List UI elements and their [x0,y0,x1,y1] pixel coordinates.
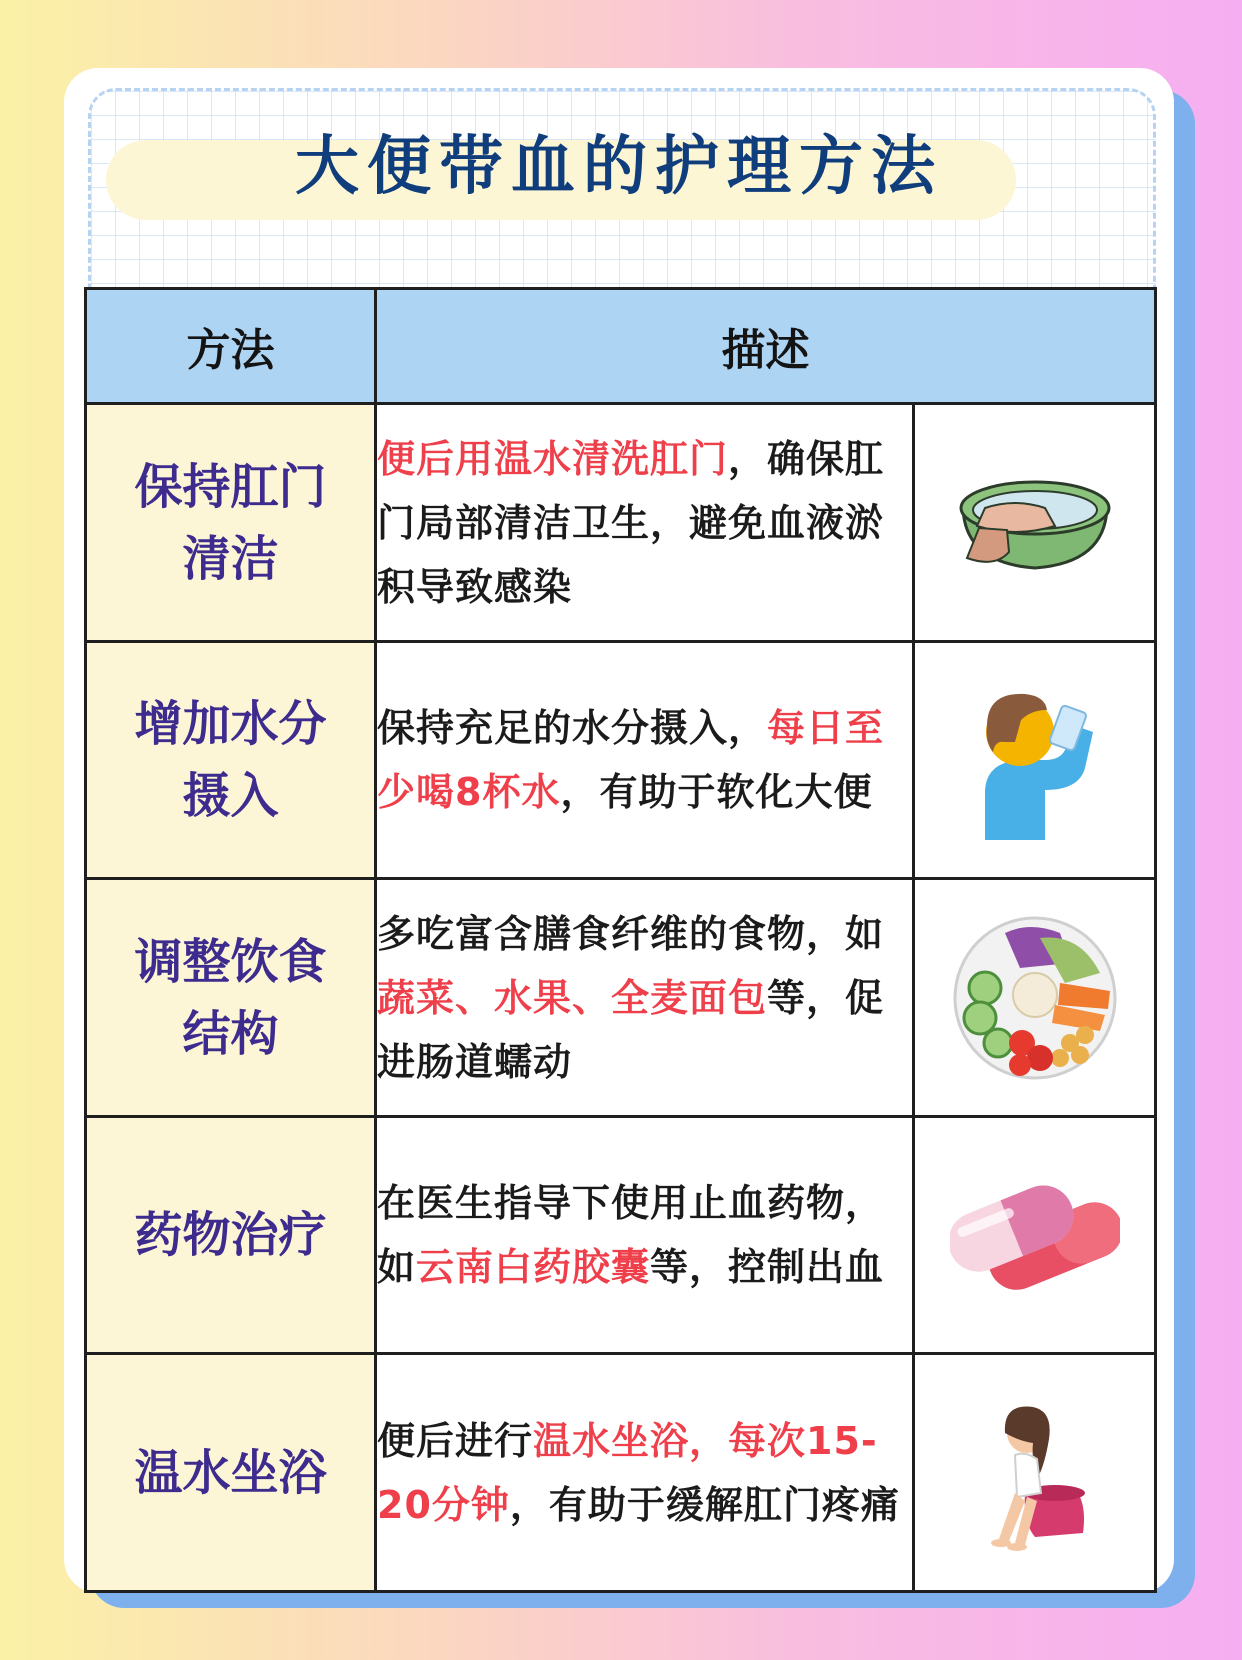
description-cell [376,641,914,879]
desc-highlight: 温水坐浴，每次15-20分钟 [377,1418,878,1527]
method-name: 温水坐浴 [134,1444,327,1501]
method-name: 保持肛门 [134,458,327,515]
header-method: 方法 [86,289,376,404]
desc-text: 保持充足的水分摄入， [377,706,768,751]
desc-highlight: 云南白药胶囊 [416,1245,651,1290]
illustration-cell [914,641,1156,879]
page-title: 大便带血的护理方法 [295,130,943,204]
method-name-cont: 摄入 [182,768,279,825]
desc-text: 便后进行 [377,1418,534,1463]
method-name: 调整饮食 [134,933,327,990]
illustration-cell [914,404,1156,642]
capsule-icon [950,1170,1120,1300]
description-cell [376,879,914,1117]
water-basin-icon [955,468,1115,578]
description-cell [376,404,914,642]
table-header-row [86,289,1156,404]
method-name-cont: 结构 [182,1005,279,1062]
illustration-cell [914,879,1156,1117]
desc-text: 多吃富含膳食纤维的食物，如 [377,911,885,956]
description-cell [376,1354,914,1592]
description-cell [376,1116,914,1354]
method-cell [86,1354,376,1592]
method-cell [86,404,376,642]
desc-text: 等，促进肠道蠕动 [377,975,885,1084]
illustration-cell [914,1116,1156,1354]
table-row [86,404,1156,642]
sitting-child-icon [975,1393,1095,1553]
table-row [86,879,1156,1117]
desc-text: ，有助于软化大便 [560,770,873,815]
method-cell [86,641,376,879]
care-methods-table [84,287,1157,1593]
method-name: 药物治疗 [134,1207,327,1264]
method-cell [86,1116,376,1354]
method-name: 增加水分 [134,696,327,753]
method-cell [86,879,376,1117]
desc-highlight: 每日至少喝8杯水 [377,706,885,815]
header-description: 描述 [376,289,1156,404]
salad-bowl-icon [950,913,1120,1083]
drinking-water-person-icon [965,680,1105,840]
table-row [86,1354,1156,1592]
table-row [86,641,1156,879]
desc-highlight: 蔬菜、水果、全麦面包 [377,975,768,1020]
method-name-cont: 清洁 [182,530,279,587]
desc-highlight: 便后用温水清洗肛门 [377,436,729,481]
desc-text: 在医生指导下使用止血药物，如 [377,1181,885,1290]
table-row [86,1116,1156,1354]
illustration-cell [914,1354,1156,1592]
desc-text: ，有助于缓解肛门疼痛 [509,1482,900,1527]
desc-text: 等，控制出血 [650,1245,885,1290]
desc-text: ，确保肛门局部清洁卫生，避免血液淤积导致感染 [377,436,885,609]
